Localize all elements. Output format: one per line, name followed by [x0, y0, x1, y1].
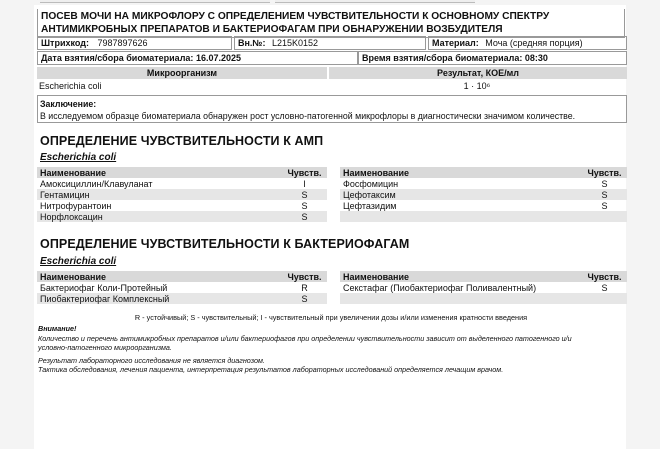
date-value: 16.07.2025	[195, 53, 241, 63]
name-column-header: Наименование	[340, 167, 582, 178]
phage-name: Секстафаг (Пиобактериофаг Поливалентный)	[343, 282, 537, 293]
date-cell	[37, 51, 358, 65]
phage-table-right	[340, 271, 627, 304]
result-row	[37, 80, 627, 92]
phage-name: Бактериофаг Коли-Протейный	[40, 282, 168, 293]
name-column-header: Наименование	[37, 271, 282, 282]
phage-name: Пиобактериофаг Комплексный	[37, 293, 282, 304]
note-line-4: Тактика обследования, лечения пациента, интерпретация результатов лабораторных исследований определяется лечащим врачом.	[38, 365, 504, 374]
result-column-header: Результат, КОЕ/мл	[327, 67, 627, 79]
amp-section-title: ОПРЕДЕЛЕНИЕ ЧУВСТВИТЕЛЬНОСТИ К АМП	[40, 134, 324, 148]
phage-organism-title: Escherichia coli	[40, 256, 117, 267]
time-cell	[358, 51, 627, 65]
report-title: ПОСЕВ МОЧИ НА МИКРОФЛОРУ С ОПРЕДЕЛЕНИЕМ ЧУВСТВИТЕЛЬНОСТИ К ОСНОВНОМУ СПЕКТРУ АНТИМИКРОБНЫХ ПРЕПАРАТОВ И БАКТЕРИОФАГАМ ПРИ ОБНАРУЖЕНИИ ВОЗБУДИТЕЛЯ	[37, 9, 625, 38]
table-row	[37, 211, 327, 222]
result-value: 1 · 10⁶	[463, 81, 491, 91]
organism-name: Escherichia coli	[39, 81, 102, 91]
conclusion-text: В исследуемом образце биоматериала обнаружен рост условно-патогенной микрофлоры в диагностически значимом количестве.	[40, 111, 576, 121]
table-row	[340, 282, 627, 293]
note-line-3: Результат лабораторного исследования не является диагнозом.	[38, 356, 265, 365]
drug-sensitivity: S	[582, 189, 627, 200]
conclusion-box	[37, 95, 627, 123]
phage-table-left	[37, 271, 327, 304]
material-cell	[428, 36, 627, 50]
drug-sensitivity: S	[282, 211, 327, 222]
note-line-1: Количество и перечень антимикробных препаратов и/или бактериофагов при определении чувствительности зависит от выделенного патогенного и/и	[38, 334, 572, 343]
name-column-header: Наименование	[37, 167, 282, 178]
table-row-empty	[340, 293, 627, 304]
drug-sensitivity: S	[601, 178, 608, 189]
drug-sensitivity: S	[282, 189, 327, 200]
table-row	[37, 189, 327, 200]
date-row	[37, 51, 627, 65]
result-header	[37, 67, 627, 79]
drug-name: Нитрофурантоин	[40, 200, 112, 211]
phage-sensitivity: S	[601, 282, 608, 293]
drug-sensitivity: S	[601, 200, 608, 211]
table-row	[340, 200, 627, 211]
material-value: Моча (средняя порция)	[485, 38, 583, 48]
time-value: 08:30	[524, 53, 548, 63]
sens-column-header: Чувств.	[582, 271, 627, 282]
drug-name: Гентамицин	[37, 189, 282, 200]
drug-sensitivity: I	[303, 178, 306, 189]
phage-section-title: ОПРЕДЕЛЕНИЕ ЧУВСТВИТЕЛЬНОСТИ К БАКТЕРИОФАГАМ	[40, 237, 410, 251]
sample-info-row	[37, 36, 627, 50]
inner-number-cell	[234, 36, 426, 50]
drug-name: Амоксициллин/Клавуланат	[40, 178, 153, 189]
sens-column-header: Чувств.	[282, 167, 327, 178]
table-row	[37, 293, 327, 304]
name-column-header: Наименование	[340, 271, 582, 282]
table-row	[340, 189, 627, 200]
note-line-2: условно-патогенного микроорганизма.	[38, 343, 172, 352]
attention-label: Внимание!	[38, 324, 77, 333]
conclusion-label: Заключение:	[40, 99, 97, 109]
drug-name: Цефотаксим	[340, 189, 582, 200]
page-margin	[626, 0, 660, 449]
inner-number-value: L215K0152	[271, 38, 319, 48]
amp-table-left	[37, 167, 327, 222]
drug-sensitivity: S	[301, 200, 308, 211]
table-row	[37, 200, 327, 211]
organism-column-header: Микроорганизм	[146, 68, 218, 78]
date-label: Дата взятия/сбора биоматериала:	[41, 53, 194, 63]
barcode-cell	[37, 36, 232, 50]
table-header-row	[37, 167, 327, 178]
material-label: Материал:	[432, 38, 479, 48]
drug-name: Норфлоксацин	[37, 211, 282, 222]
table-header-row	[340, 167, 627, 178]
table-row	[340, 178, 627, 189]
sensitivity-legend: R - устойчивый; S - чувствительный; I - чувствительный при увеличении дозы и/или изменения кратности введения	[134, 313, 528, 322]
table-header-row	[37, 271, 327, 282]
inner-number-label: Вн.№:	[238, 38, 266, 48]
table-row	[37, 178, 327, 189]
table-row	[37, 282, 327, 293]
sens-column-header: Чувств.	[582, 167, 627, 178]
barcode-value: 7987897626	[97, 38, 148, 48]
time-label: Время взятия/сбора биоматериала:	[362, 53, 523, 63]
amp-table-right	[340, 167, 627, 222]
table-header-row	[340, 271, 627, 282]
phage-sensitivity: S	[282, 293, 327, 304]
phage-sensitivity: R	[301, 282, 308, 293]
table-row-empty	[340, 211, 627, 222]
barcode-label: Штрихкод:	[41, 38, 89, 48]
sens-column-header: Чувств.	[282, 271, 327, 282]
amp-organism-title: Escherichia coli	[40, 152, 117, 163]
drug-name: Цефтазидим	[343, 200, 397, 211]
drug-name: Фосфомицин	[343, 178, 399, 189]
